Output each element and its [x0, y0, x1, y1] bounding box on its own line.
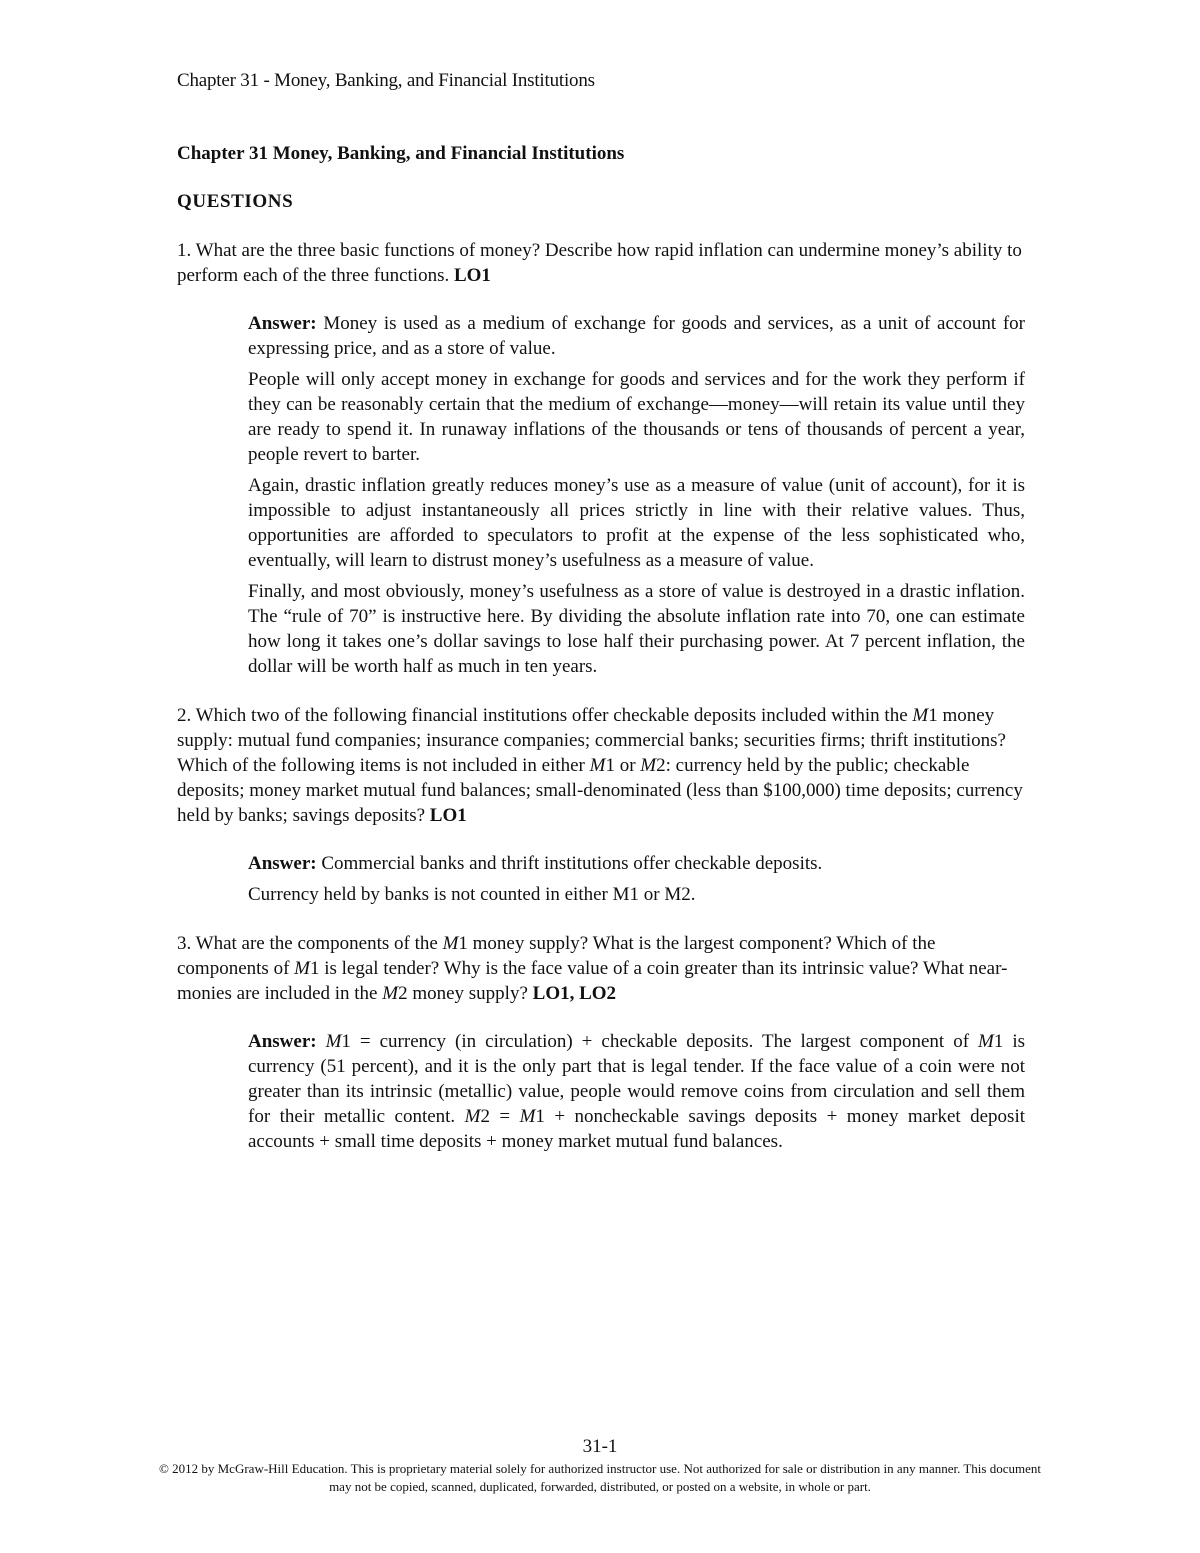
chapter-title: Chapter 31 Money, Banking, and Financial Institutions	[177, 143, 625, 164]
answer-1-paragraph-2: People will only accept money in exchange for goods and services and for the work they perform if they can be reasonably certain that the medium of exchange—money—will retain its value until they are ready to spend it. In runaway inflations of the thousands or tens of thousands of percent a year, people revert to barter.	[248, 369, 1025, 465]
answer-2-paragraph-2: Currency held by banks is not counted in either M1 or M2.	[248, 884, 696, 905]
question-3-text-part: 2 money supply?	[398, 983, 533, 1004]
answer-1-paragraph-1	[248, 311, 1025, 361]
answer-label: Answer:	[248, 1031, 317, 1052]
learning-objective-tag: LO1, LO2	[532, 983, 617, 1004]
variable-m: M	[325, 1031, 342, 1052]
answer-label: Answer:	[248, 853, 317, 874]
answer-1	[248, 311, 1025, 679]
variable-m: M	[519, 1106, 536, 1127]
learning-objective-tag: LO1	[453, 265, 491, 286]
question-3-text-part: 3. What are the components of the	[177, 933, 443, 954]
answer-1-paragraph-4: Finally, and most obviously, money’s usefulness as a store of value is destroyed in a drastic inflation. The “rule of 70” is instructive here. By dividing the absolute inflation rate into 70, one can estimate how long it takes one’s dollar savings to lose half their purchasing power. At 7 percent inflation, the dollar will be worth half as much in ten years.	[248, 581, 1025, 677]
document-body	[177, 141, 1025, 1160]
variable-m: M	[442, 933, 459, 954]
variable-m: M	[294, 958, 310, 979]
copyright-notice: © 2012 by McGraw-Hill Education. This is proprietary material solely for authorized instructor use. Not authorized for sale or distribution in any manner. This document may not be copied, scanned, duplicated, forwarded, distributed, or posted on a website, in whole or part.	[159, 1461, 1041, 1494]
variable-m: M	[382, 983, 399, 1004]
learning-objective-tag: LO1	[429, 805, 467, 826]
section-heading: QUESTIONS	[177, 191, 294, 212]
answer-2-text: Commercial banks and thrift institutions offer checkable deposits.	[316, 853, 823, 874]
answer-3-paragraph-1	[248, 1029, 1025, 1154]
answer-1-text: Money is used as a medium of exchange for goods and services, as a unit of account for expressing price, and as a store of value.	[248, 313, 1025, 359]
variable-m: M	[912, 705, 929, 726]
answer-2-paragraph-1	[248, 851, 1025, 876]
question-3-text-part: 1 is legal tender? Why is the face value of a coin greater than its intrinsic value? What near-monies are included in the	[177, 958, 1008, 1004]
variable-m: M	[464, 1106, 481, 1127]
answer-3	[248, 1029, 1025, 1154]
answer-2	[248, 851, 1025, 907]
answer-3-text-part: 1 + noncheckable savings deposits + money market deposit accounts + small time deposits + money market mutual fund balances.	[248, 1106, 1026, 1152]
answer-3-text-part: 1 = currency (in circulation) + checkable deposits. The largest component of	[341, 1031, 979, 1052]
answer-3-text-part: 2 =	[480, 1106, 520, 1127]
question-3	[177, 931, 1025, 1006]
question-2	[177, 703, 1025, 828]
variable-m: M	[978, 1031, 994, 1052]
question-3-text-part: 1 money supply? What is the largest component? Which of the components of	[177, 933, 936, 979]
question-2-text-part: 1 money supply: mutual fund companies; insurance companies; commercial banks; securities firms; thrift institutions? Which of the following items is not included in either	[177, 705, 1006, 776]
answer-3-text-part: 1 is currency (51 percent), and it is the only part that is legal tender. If the face value of a coin were not greater than its intrinsic (metallic) value, people would remove coins from circulation and sell them for their metallic content.	[248, 1031, 1026, 1127]
answer-1-paragraph-3: Again, drastic inflation greatly reduces money’s use as a measure of value (unit of account), for it is impossible to adjust instantaneously all prices strictly in line with their relative values. Thus, opportunities are afforded to speculators to profit at the expense of the less sophisticated who, eventually, will learn to distrust money’s usefulness as a measure of value.	[248, 475, 1025, 571]
question-2-text-part: 2. Which two of the following financial institutions offer checkable deposits included within the	[177, 705, 913, 726]
page-footer	[150, 1436, 1050, 1496]
question-1	[177, 238, 1025, 288]
question-2-text-part: 2: currency held by the public; checkable deposits; money market mutual fund balances; small-denominated (less than $100,000) time deposits; currency held by banks; savings deposits?	[177, 755, 1023, 826]
variable-m: M	[640, 755, 657, 776]
answer-label: Answer:	[248, 313, 317, 334]
question-1-text: 1. What are the three basic functions of money? Describe how rapid inflation can undermine money’s ability to perform each of the three functions.	[177, 240, 1022, 286]
running-head: Chapter 31 - Money, Banking, and Financial Institutions	[177, 70, 595, 91]
question-2-text-part: 1 or	[605, 755, 641, 776]
variable-m: M	[589, 755, 606, 776]
page-number: 31-1	[582, 1436, 618, 1457]
